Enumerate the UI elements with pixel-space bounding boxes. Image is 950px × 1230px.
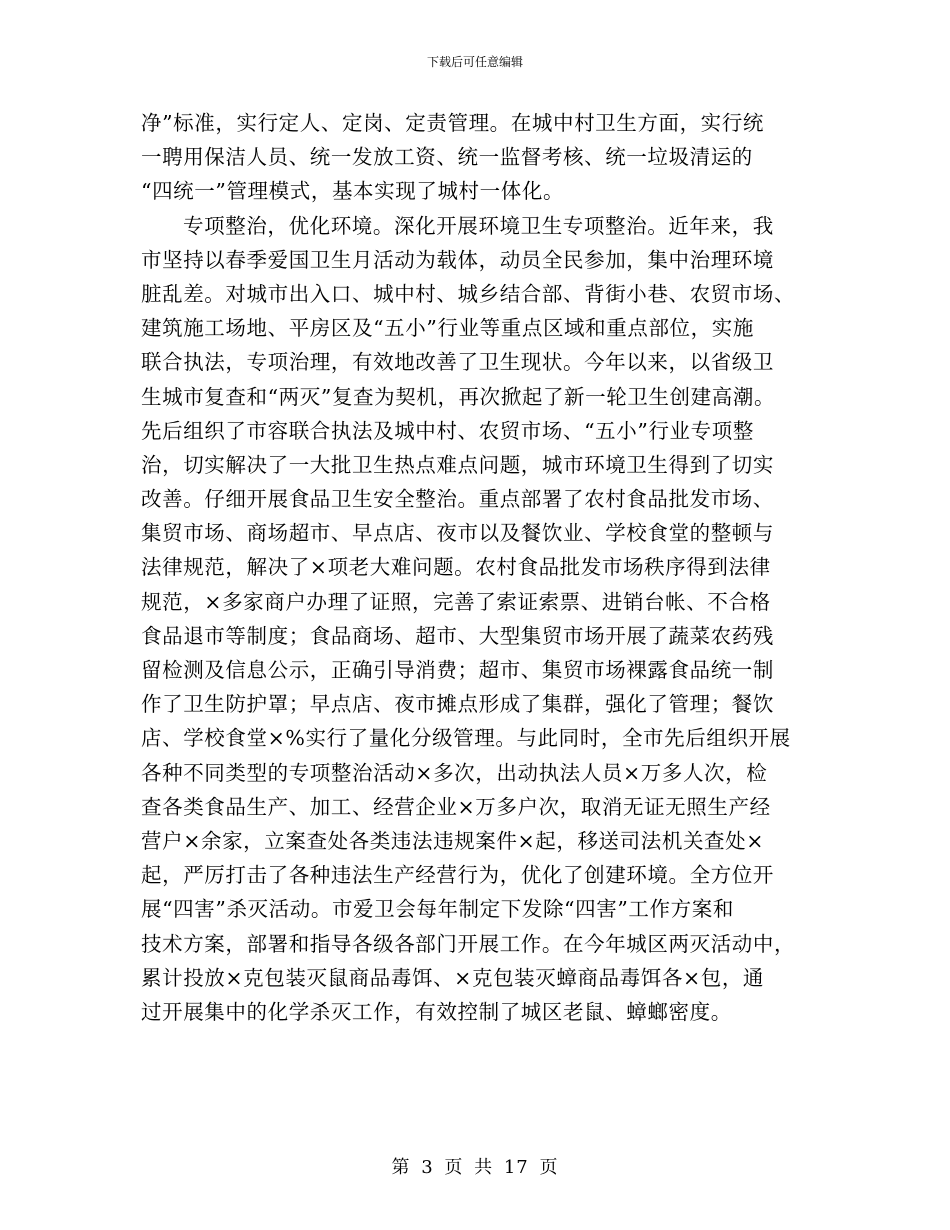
text-line: 联合执法，专项治理，有效地改善了卫生现状。今年以来，以省级卫: [141, 350, 774, 375]
text-line: 过开展集中的化学杀灭工作，有效控制了城区老鼠、蟑螂密度。: [141, 999, 732, 1024]
text-line: 集贸市场、商场超市、早点店、夜市以及餐饮业、学校食堂的整顿与: [141, 521, 774, 546]
text-line: 作了卫生防护罩；早点店、夜市摊点形成了集群，强化了管理；餐饮: [141, 692, 774, 717]
text-line: 建筑施工场地、平房区及“五小”行业等重点区域和重点部位，实施: [141, 316, 754, 341]
text-line: 技术方案，部署和指导各级各部门开展工作。在今年城区两灭活动中，: [141, 931, 796, 956]
text-line: 累计投放×克包装灭鼠商品毒饵、×克包装灭蟑商品毒饵各×包，通: [141, 965, 765, 990]
text-line: 各种不同类型的专项整治活动×多次，出动执法人员×万多人次，检: [141, 760, 768, 785]
text-line: 净”标准，实行定人、定岗、定责管理。在城中村卫生方面，实行统: [141, 111, 764, 135]
text-line: 先后组织了市容联合执法及城中村、农贸市场、“五小”行业专项整: [141, 418, 754, 443]
text-line: 展“四害”杀灭活动。市爱卫会每年制定下发除“四害”工作方案和: [141, 897, 734, 922]
body-text: [141, 106, 821, 1029]
text-line: 脏乱差。对城市出入口、城中村、城乡结合部、背街小巷、农贸市场、: [141, 281, 796, 306]
text-line: 治，切实解决了一大批卫生热点难点问题，城市环境卫生得到了切实: [141, 452, 774, 477]
page-header: 下载后可任意编辑: [426, 55, 523, 69]
text-line: 店、学校食堂×%实行了量化分级管理。与此同时，全市先后组织开展: [141, 726, 791, 751]
text-line: 留检测及信息公示，正确引导消费；超市、集贸市场裸露食品统一制: [141, 658, 774, 682]
paragraph-first-line: 专项整治，优化环境。深化开展环境卫生专项整治。近年来，我: [183, 213, 774, 238]
text-line: 改善。仔细开展食品卫生安全整治。重点部署了农村食品批发市场、: [141, 487, 774, 512]
text-line: 查各类食品生产、加工、经营企业×万多户次，取消无证无照生产经: [141, 794, 771, 819]
text-line: 生城市复查和“两灭”复查为契机，再次掀起了新一轮卫生创建高潮。: [141, 384, 776, 409]
text-line: 一聘用保洁人员、统一发放工资、统一监督考核、统一垃圾清运的: [141, 145, 753, 170]
text-line: 法律规范，解决了×项老大难问题。农村食品批发市场秩序得到法律: [141, 555, 771, 580]
text-line: 起，严厉打击了各种违法生产经营行为，优化了创建环境。全方位开: [141, 863, 774, 888]
text-line: 食品退市等制度；食品商场、超市、大型集贸市场开展了蔬菜农药残: [141, 623, 774, 648]
page-number: 第 3 页 共 17 页: [391, 1157, 559, 1178]
text-line: 市坚持以春季爱国卫生月活动为载体，动员全民参加，集中治理环境: [141, 247, 774, 272]
text-line: 营户×余家，立案查处各类违法违规案件×起，移送司法机关查处×: [141, 828, 765, 853]
text-line: “四统一”管理模式，基本实现了城村一体化。: [141, 179, 565, 204]
text-line: 规范，×多家商户办理了证照，完善了索证索票、进销台帐、不合格: [141, 589, 771, 614]
